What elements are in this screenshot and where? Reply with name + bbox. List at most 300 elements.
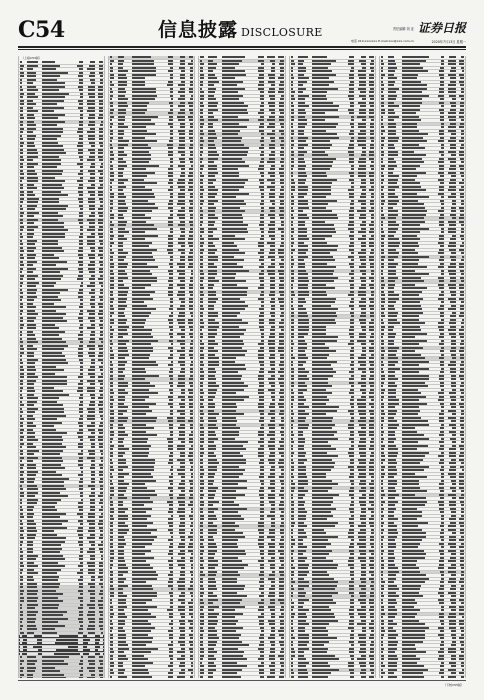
table-cell-seq bbox=[109, 214, 117, 217]
table-cell-name bbox=[132, 557, 164, 560]
table-cell-qty bbox=[73, 191, 83, 194]
table-cell-pct bbox=[185, 336, 194, 339]
table-cell-name bbox=[42, 366, 74, 369]
table-cell-seq bbox=[19, 464, 27, 467]
table-cell-pct bbox=[185, 637, 194, 640]
table-cell-qty bbox=[254, 595, 264, 598]
table-cell-pct bbox=[366, 305, 375, 308]
table-cell-amt bbox=[83, 173, 95, 176]
table-cell-pct bbox=[275, 245, 284, 248]
table-cell-code bbox=[27, 275, 41, 278]
table-cell-qty bbox=[344, 476, 354, 479]
table-cell-pct bbox=[275, 469, 284, 472]
table-cell-seq bbox=[19, 348, 27, 351]
table-cell-name bbox=[42, 299, 74, 302]
table-cell-amt bbox=[83, 128, 95, 131]
table-cell-amt bbox=[354, 627, 366, 630]
table-cell-seq bbox=[19, 117, 27, 120]
table-cell-name bbox=[42, 499, 74, 502]
table-cell-seq bbox=[109, 658, 117, 661]
table-cell-name bbox=[222, 525, 254, 528]
table-cell-code bbox=[27, 597, 41, 600]
table-cell-amt bbox=[173, 655, 185, 658]
table-cell-pct bbox=[95, 250, 104, 253]
table-cell-seq bbox=[290, 217, 298, 220]
table-cell-amt bbox=[264, 410, 276, 413]
table-cell-pct bbox=[366, 385, 375, 388]
table-cell-amt bbox=[173, 504, 185, 507]
table-cell-pct bbox=[275, 214, 284, 217]
table-cell-seq bbox=[19, 170, 27, 173]
table-cell-seq bbox=[290, 357, 298, 360]
table-cell-pct bbox=[185, 63, 194, 66]
table-cell-code bbox=[27, 499, 41, 502]
page-number: C54 bbox=[18, 17, 65, 43]
table-cell-pct bbox=[95, 460, 104, 463]
table-cell-code bbox=[208, 207, 222, 210]
table-cell-qty bbox=[254, 354, 264, 357]
table-cell-pct bbox=[95, 618, 104, 621]
table-cell-code bbox=[27, 198, 41, 201]
table-cell-name bbox=[42, 264, 74, 267]
table-cell-amt bbox=[264, 665, 276, 668]
table-cell-name bbox=[222, 224, 254, 227]
table-cell-code bbox=[27, 404, 41, 407]
table-cell-code bbox=[208, 546, 222, 549]
table-cell-seq bbox=[290, 378, 298, 381]
table-cell-amt bbox=[354, 235, 366, 238]
table-cell-name bbox=[132, 508, 164, 511]
table-cell-qty bbox=[254, 301, 264, 304]
table-cell-code bbox=[208, 287, 222, 290]
table-cell-qty bbox=[73, 107, 83, 110]
table-cell-name bbox=[132, 147, 164, 150]
table-cell-qty bbox=[254, 249, 264, 252]
table-cell-code bbox=[298, 469, 312, 472]
table-cell-amt bbox=[173, 301, 185, 304]
table-cell-qty bbox=[254, 525, 264, 528]
table-cell-qty bbox=[254, 252, 264, 255]
table-cell-code bbox=[27, 68, 41, 71]
table-cell-qty bbox=[163, 200, 173, 203]
table-cell-qty bbox=[254, 630, 264, 633]
table-cell-name bbox=[222, 515, 254, 518]
table-cell-amt bbox=[264, 123, 276, 126]
table-cell-seq bbox=[199, 333, 207, 336]
table-cell-pct bbox=[185, 560, 194, 563]
table-cell-code bbox=[208, 137, 222, 140]
table-cell-qty bbox=[344, 620, 354, 623]
table-cell-pct bbox=[366, 406, 375, 409]
table-cell-pct bbox=[366, 560, 375, 563]
table-cell-pct bbox=[185, 242, 194, 245]
table-cell-qty bbox=[344, 448, 354, 451]
table-cell-name bbox=[42, 226, 74, 229]
table-cell-seq bbox=[199, 109, 207, 112]
table-cell-pct bbox=[95, 523, 104, 526]
table-cell-qty bbox=[344, 623, 354, 626]
table-cell-seq bbox=[199, 644, 207, 647]
table-cell-seq bbox=[109, 133, 117, 136]
table-cell-pct bbox=[366, 553, 375, 556]
table-cell-code bbox=[118, 427, 132, 430]
table-cell-amt bbox=[83, 303, 95, 306]
table-cell-seq bbox=[109, 539, 117, 542]
table-cell-pct bbox=[366, 483, 375, 486]
table-cell-name bbox=[312, 487, 344, 490]
table-cell-name bbox=[132, 553, 164, 556]
table-cell-code bbox=[208, 637, 222, 640]
table-cell-code bbox=[118, 406, 132, 409]
table-cell-name bbox=[312, 662, 344, 665]
table-cell-seq bbox=[199, 291, 207, 294]
table-cell-qty bbox=[254, 88, 264, 91]
table-cell-qty bbox=[73, 614, 83, 617]
table-cell-code bbox=[208, 431, 222, 434]
table-cell-seq bbox=[290, 469, 298, 472]
table-cell-name bbox=[132, 417, 164, 420]
table-cell-qty bbox=[73, 317, 83, 320]
table-cell-pct bbox=[95, 513, 104, 516]
table-cell-code bbox=[298, 525, 312, 528]
table-cell-qty bbox=[73, 611, 83, 614]
table-cell-amt bbox=[264, 651, 276, 654]
table-cell-pct bbox=[185, 88, 194, 91]
table-cell-qty bbox=[163, 536, 173, 539]
table-cell-name bbox=[42, 436, 74, 439]
table-cell-amt bbox=[354, 487, 366, 490]
table-cell-amt bbox=[173, 553, 185, 556]
table-cell-seq bbox=[109, 662, 117, 665]
table-cell-seq bbox=[19, 418, 27, 421]
table-cell-qty bbox=[344, 63, 354, 66]
table-cell-seq bbox=[199, 343, 207, 346]
table-cell-qty bbox=[254, 455, 264, 458]
table-cell-pct bbox=[366, 361, 375, 364]
table-cell-pct bbox=[185, 665, 194, 668]
table-cell-seq bbox=[109, 116, 117, 119]
table-cell-qty bbox=[254, 105, 264, 108]
table-cell-code bbox=[27, 121, 41, 124]
table-cell-seq bbox=[199, 466, 207, 469]
table-cell-qty bbox=[73, 198, 83, 201]
table-cell-pct bbox=[95, 208, 104, 211]
table-cell-code bbox=[208, 592, 222, 595]
table-cell-code bbox=[208, 599, 222, 602]
table-cell-name bbox=[132, 186, 164, 189]
table-cell-seq bbox=[199, 263, 207, 266]
table-cell-name bbox=[132, 518, 164, 521]
table-cell-amt bbox=[264, 504, 276, 507]
table-cell-qty bbox=[163, 60, 173, 63]
table-cell-pct bbox=[275, 193, 284, 196]
table-cell-amt bbox=[264, 501, 276, 504]
table-cell-amt bbox=[264, 630, 276, 633]
table-cell-name bbox=[222, 438, 254, 441]
table-cell-qty bbox=[163, 224, 173, 227]
table-cell-name bbox=[222, 130, 254, 133]
table-cell-qty bbox=[254, 357, 264, 360]
table-cell-seq bbox=[199, 669, 207, 672]
table-cell-seq bbox=[290, 165, 298, 168]
table-cell-code bbox=[208, 112, 222, 115]
table-cell-qty bbox=[73, 110, 83, 113]
table-cell-code bbox=[208, 249, 222, 252]
table-cell-seq bbox=[290, 266, 298, 269]
table-cell-code bbox=[208, 158, 222, 161]
table-cell-qty bbox=[163, 553, 173, 556]
table-cell-name bbox=[312, 259, 344, 262]
table-cell-name bbox=[42, 240, 74, 243]
table-cell-pct bbox=[275, 630, 284, 633]
table-cell-seq bbox=[290, 77, 298, 80]
table-cell-qty bbox=[73, 583, 83, 586]
table-cell-qty bbox=[344, 357, 354, 360]
table-cell-name bbox=[42, 663, 74, 666]
table-cell-pct bbox=[275, 259, 284, 262]
table-cell-code bbox=[27, 96, 41, 99]
table-cell-qty bbox=[344, 497, 354, 500]
table-cell-code bbox=[27, 191, 41, 194]
table-cell-code bbox=[208, 651, 222, 654]
table-cell-amt bbox=[83, 607, 95, 610]
table-cell-name bbox=[312, 413, 344, 416]
table-cell-amt bbox=[264, 595, 276, 598]
table-cell-pct bbox=[185, 224, 194, 227]
table-cell-name bbox=[42, 334, 74, 337]
table-cell-seq bbox=[109, 403, 117, 406]
table-cell-qty bbox=[254, 522, 264, 525]
table-cell-amt bbox=[354, 154, 366, 157]
table-cell-code bbox=[27, 408, 41, 411]
table-cell-qty bbox=[163, 525, 173, 528]
table-cell-seq bbox=[290, 385, 298, 388]
table-cell-name bbox=[222, 217, 254, 220]
table-cell-seq bbox=[290, 480, 298, 483]
table-cell-name bbox=[132, 126, 164, 129]
table-cell-qty bbox=[344, 396, 354, 399]
table-cell-qty bbox=[73, 177, 83, 180]
table-cell-name bbox=[312, 648, 344, 651]
table-cell-seq bbox=[109, 77, 117, 80]
table-cell-qty bbox=[344, 634, 354, 637]
table-cell-pct bbox=[95, 93, 104, 96]
table-cell-seq bbox=[109, 641, 117, 644]
table-cell-code bbox=[208, 67, 222, 70]
table-cell-pct bbox=[95, 96, 104, 99]
table-cell-qty bbox=[163, 627, 173, 630]
table-cell-seq bbox=[19, 180, 27, 183]
table-row bbox=[290, 676, 375, 679]
table-cell-qty bbox=[344, 109, 354, 112]
table-cell-pct bbox=[185, 263, 194, 266]
table-cell-qty bbox=[73, 558, 83, 561]
table-cell-code bbox=[298, 112, 312, 115]
table-cell-name bbox=[222, 280, 254, 283]
table-cell-pct bbox=[275, 112, 284, 115]
table-cell-name bbox=[42, 79, 74, 82]
table-cell-pct bbox=[366, 308, 375, 311]
table-cell-code bbox=[118, 382, 132, 385]
table-cell-code bbox=[27, 600, 41, 603]
table-cell-code bbox=[208, 77, 222, 80]
table-cell-qty bbox=[73, 467, 83, 470]
table-cell-amt bbox=[264, 186, 276, 189]
table-cell-code bbox=[208, 574, 222, 577]
table-cell-qty bbox=[344, 294, 354, 297]
table-cell-code bbox=[298, 441, 312, 444]
table-cell-pct bbox=[366, 417, 375, 420]
table-cell-qty bbox=[163, 490, 173, 493]
table-cell-pct bbox=[95, 166, 104, 169]
table-cell-name bbox=[312, 515, 344, 518]
table-cell-name bbox=[132, 476, 164, 479]
table-cell-amt bbox=[354, 553, 366, 556]
table-cell-qty bbox=[344, 658, 354, 661]
table-cell-qty bbox=[254, 343, 264, 346]
table-cell-name bbox=[132, 245, 164, 248]
table-cell-code bbox=[27, 341, 41, 344]
table-cell-code bbox=[208, 462, 222, 465]
table-cell-amt bbox=[83, 114, 95, 117]
table-cell-seq bbox=[199, 329, 207, 332]
table-cell-amt bbox=[83, 264, 95, 267]
table-cell-code bbox=[298, 63, 312, 66]
table-cell-qty bbox=[73, 607, 83, 610]
table-cell-amt bbox=[354, 588, 366, 591]
table-cell-code bbox=[208, 350, 222, 353]
table-cell-pct bbox=[366, 539, 375, 542]
table-cell-qty bbox=[163, 648, 173, 651]
table-cell-pct bbox=[95, 275, 104, 278]
table-cell-code bbox=[27, 208, 41, 211]
table-cell-qty bbox=[73, 184, 83, 187]
table-cell-name bbox=[132, 277, 164, 280]
table-cell-amt bbox=[83, 583, 95, 586]
table-cell-amt bbox=[83, 527, 95, 530]
table-cell-seq bbox=[290, 567, 298, 570]
table-cell-seq bbox=[290, 67, 298, 70]
table-cell-amt bbox=[173, 88, 185, 91]
table-cell-qty bbox=[163, 130, 173, 133]
table-cell-pct bbox=[275, 462, 284, 465]
table-cell-code bbox=[208, 371, 222, 374]
table-cell-code bbox=[208, 543, 222, 546]
table-cell-amt bbox=[264, 154, 276, 157]
table-cell-name bbox=[312, 641, 344, 644]
table-cell-pct bbox=[366, 403, 375, 406]
table-cell-name bbox=[42, 446, 74, 449]
table-cell-seq bbox=[109, 536, 117, 539]
table-cell-code bbox=[118, 410, 132, 413]
table-cell-code bbox=[27, 222, 41, 225]
table-cell-qty bbox=[344, 522, 354, 525]
table-cell-seq bbox=[109, 361, 117, 364]
table-cell-pct bbox=[275, 60, 284, 63]
table-cell-seq bbox=[19, 425, 27, 428]
table-cell-amt bbox=[354, 480, 366, 483]
table-cell-qty bbox=[163, 557, 173, 560]
table-cell-pct bbox=[95, 86, 104, 89]
table-cell-code bbox=[118, 277, 132, 280]
table-cell-seq bbox=[19, 177, 27, 180]
table-cell-seq bbox=[199, 676, 207, 679]
table-cell-pct bbox=[366, 420, 375, 423]
table-cell-qty bbox=[254, 543, 264, 546]
table-cell-pct bbox=[185, 522, 194, 525]
table-cell-amt bbox=[83, 611, 95, 614]
table-cell-name bbox=[132, 550, 164, 553]
table-cell-seq bbox=[199, 588, 207, 591]
table-cell-name bbox=[312, 179, 344, 182]
table-cell-pct bbox=[275, 294, 284, 297]
table-cell-pct bbox=[95, 562, 104, 565]
table-cell-amt bbox=[173, 557, 185, 560]
table-cell-seq bbox=[109, 308, 117, 311]
table-cell-code bbox=[118, 518, 132, 521]
table-cell-qty bbox=[163, 567, 173, 570]
table-cell-name bbox=[42, 432, 74, 435]
table-cell-amt bbox=[83, 467, 95, 470]
table-cell-seq bbox=[19, 163, 27, 166]
table-cell-amt bbox=[173, 413, 185, 416]
table-cell-pct bbox=[185, 553, 194, 556]
table-cell-pct bbox=[275, 203, 284, 206]
table-cell-code bbox=[298, 133, 312, 136]
table-cell-pct bbox=[185, 343, 194, 346]
table-cell-seq bbox=[109, 448, 117, 451]
table-cell-pct bbox=[95, 495, 104, 498]
table-cell-pct bbox=[366, 606, 375, 609]
table-cell-amt bbox=[354, 203, 366, 206]
table-cell-seq bbox=[19, 156, 27, 159]
table-cell-name bbox=[132, 172, 164, 175]
table-cell-seq bbox=[109, 441, 117, 444]
table-cell-pct bbox=[366, 147, 375, 150]
table-cell-pct bbox=[275, 389, 284, 392]
table-cell-seq bbox=[19, 660, 27, 663]
table-cell-amt bbox=[83, 653, 95, 656]
table-cell-amt bbox=[173, 508, 185, 511]
table-cell-name bbox=[132, 676, 164, 679]
table-cell-seq bbox=[109, 189, 117, 192]
table-cell-code bbox=[208, 294, 222, 297]
table-cell-qty bbox=[344, 574, 354, 577]
table-cell-qty bbox=[73, 240, 83, 243]
table-cell-amt bbox=[173, 406, 185, 409]
table-cell-name bbox=[42, 184, 74, 187]
table-cell-pct bbox=[95, 597, 104, 600]
table-cell-name bbox=[42, 247, 74, 250]
table-cell-seq bbox=[19, 338, 27, 341]
table-cell-pct bbox=[95, 264, 104, 267]
table-cell-pct bbox=[366, 95, 375, 98]
table-cell-amt bbox=[83, 534, 95, 537]
table-cell-name bbox=[132, 242, 164, 245]
table-cell-amt bbox=[173, 525, 185, 528]
table-cell-pct bbox=[275, 441, 284, 444]
table-cell-pct bbox=[185, 196, 194, 199]
table-cell-pct bbox=[95, 229, 104, 232]
table-cell-pct bbox=[95, 614, 104, 617]
table-cell-code bbox=[208, 203, 222, 206]
table-cell-amt bbox=[173, 602, 185, 605]
table-cell-qty bbox=[73, 415, 83, 418]
table-cell-pct bbox=[95, 236, 104, 239]
table-cell-name bbox=[312, 627, 344, 630]
table-cell-amt bbox=[354, 445, 366, 448]
table-cell-pct bbox=[185, 221, 194, 224]
